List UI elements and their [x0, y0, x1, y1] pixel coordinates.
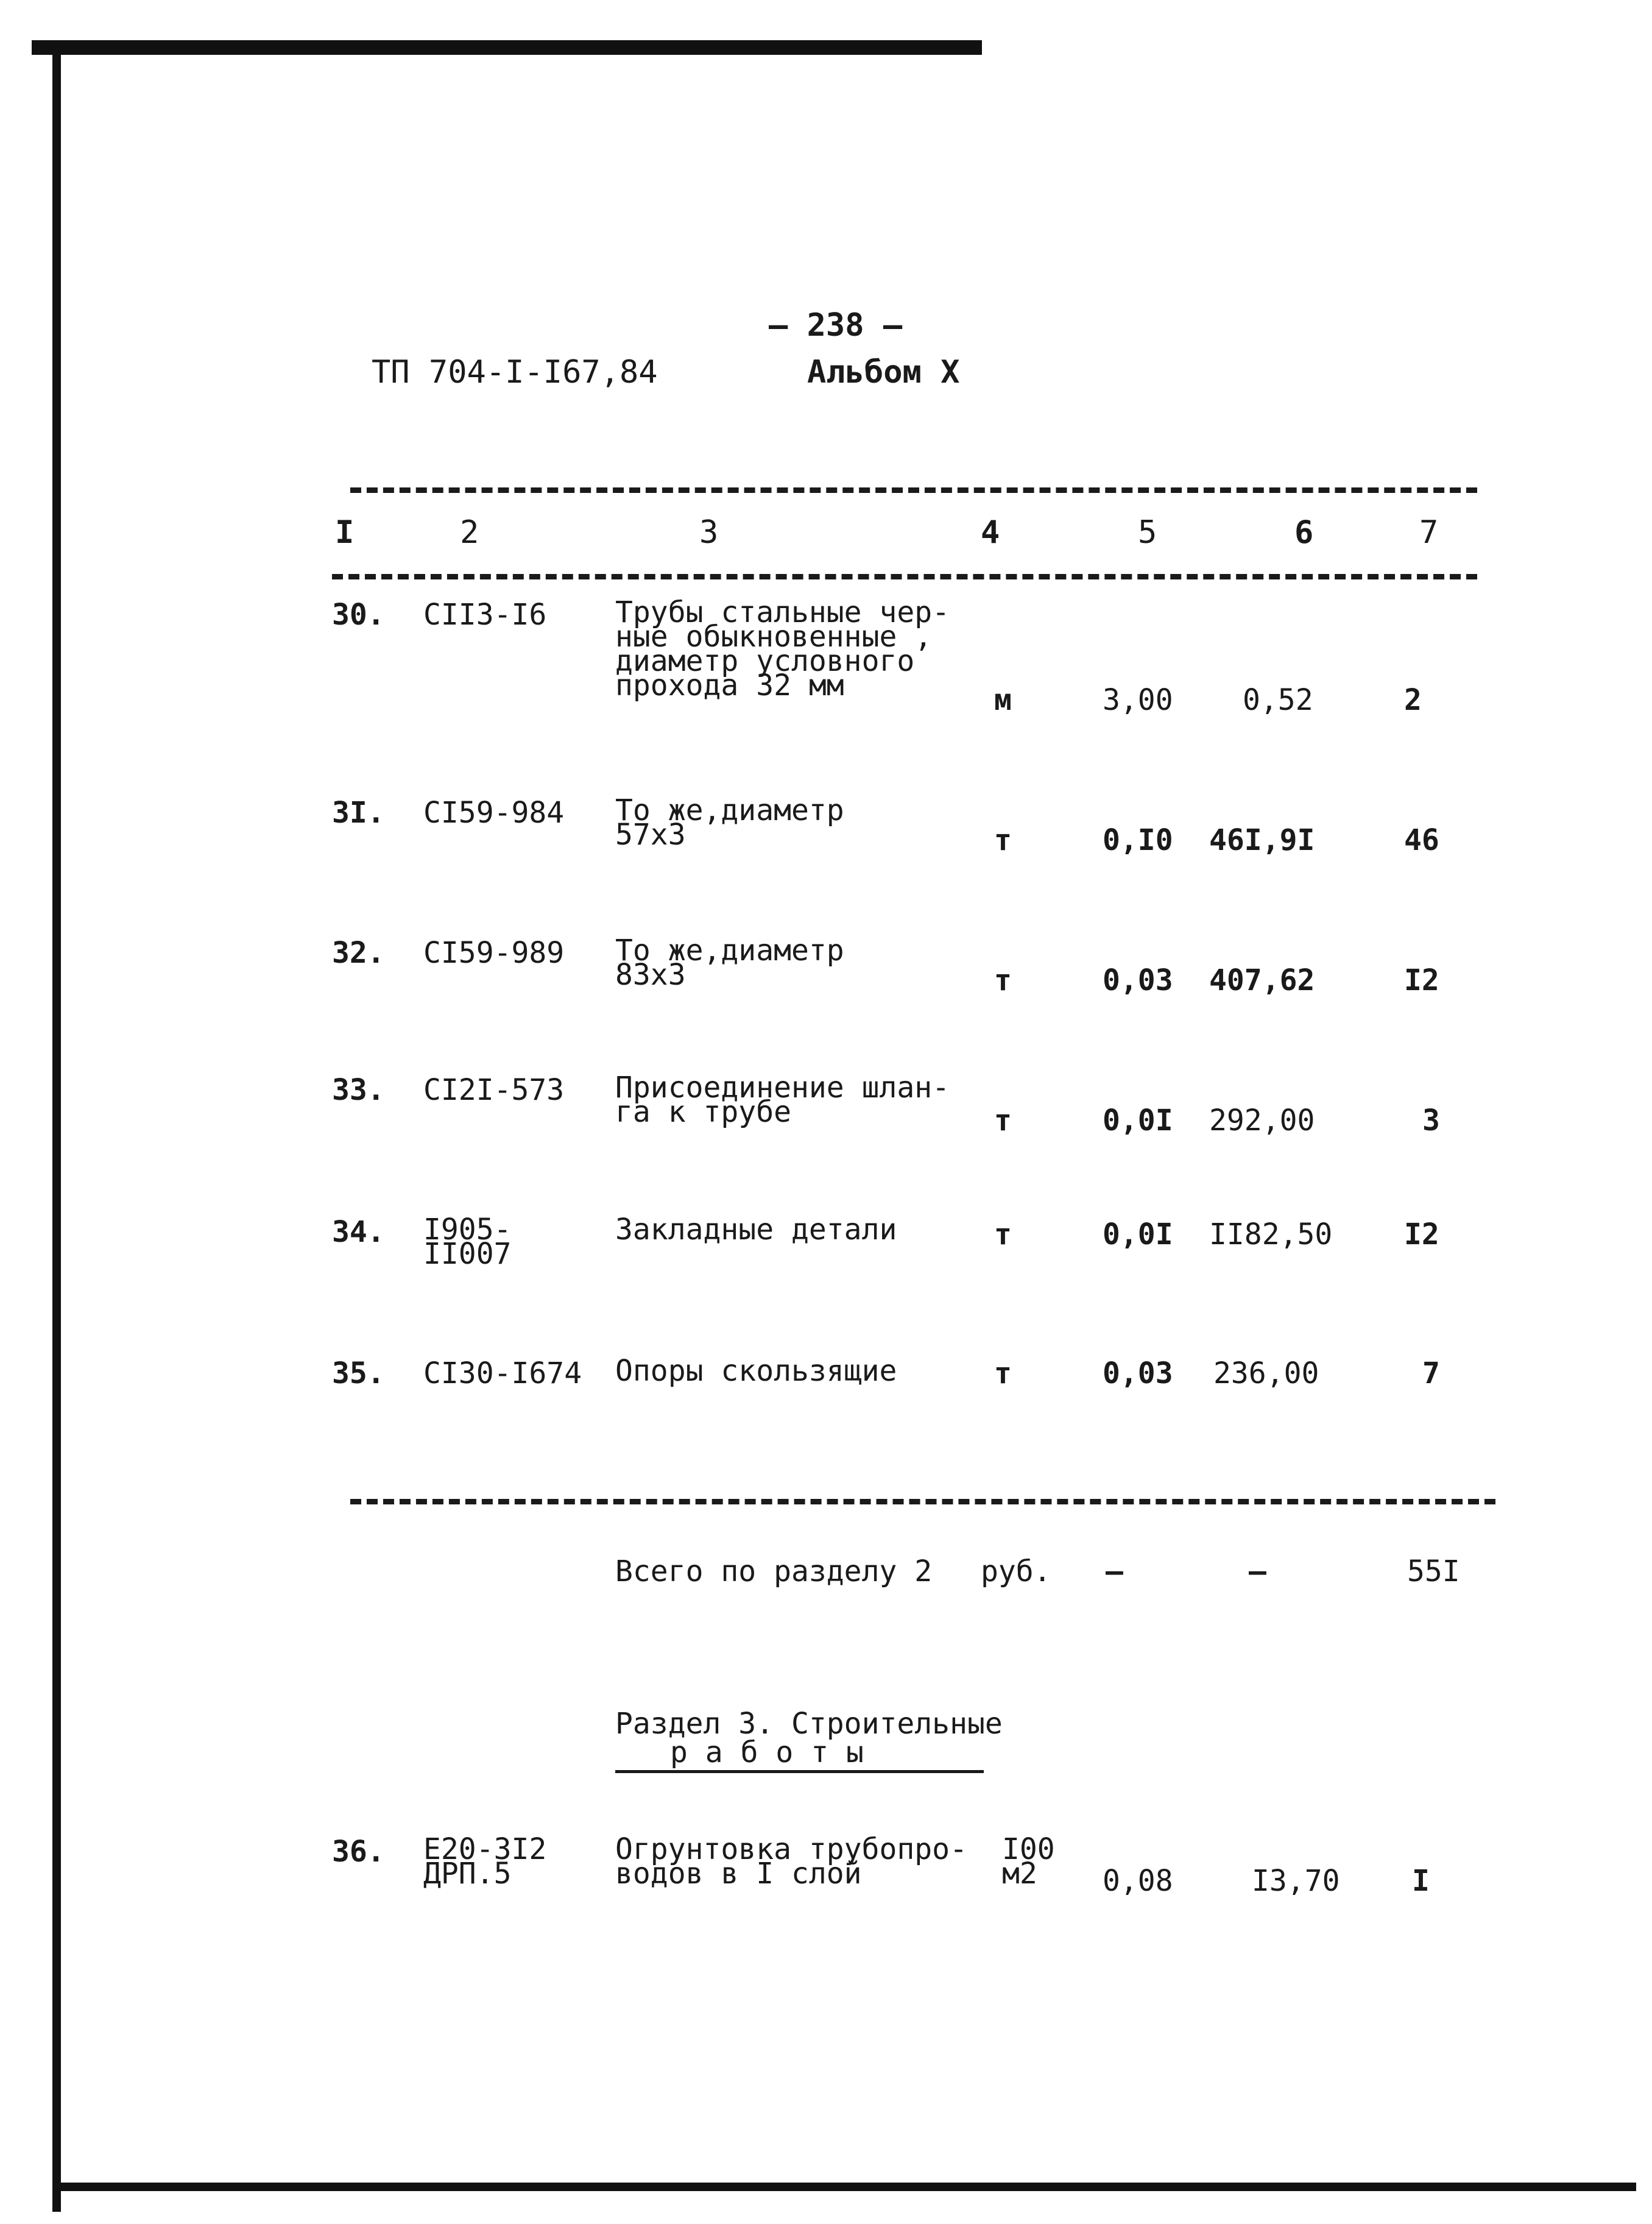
- row-number: 36.: [332, 1835, 385, 1869]
- row-unit: т: [994, 1356, 1012, 1390]
- row-code: CII3-I6: [423, 598, 547, 632]
- row-sum: 46: [1404, 823, 1439, 857]
- row-price: 407,62: [1209, 963, 1315, 997]
- row-unit: т: [994, 1103, 1012, 1138]
- col-header-4: 4: [981, 514, 1000, 551]
- row-sum: I: [1412, 1864, 1430, 1898]
- col-header-1: I: [335, 514, 355, 551]
- scan-edge-top: [32, 40, 982, 55]
- row-sum: 2: [1404, 683, 1422, 717]
- total-label: Всего по разделу 2: [615, 1554, 933, 1588]
- total-unit: руб.: [981, 1554, 1051, 1588]
- row-code: I905- II007: [423, 1213, 512, 1271]
- row-number: 3I.: [332, 796, 385, 830]
- scan-edge-left: [52, 55, 61, 2212]
- row-qty: 0,08: [1103, 1864, 1173, 1898]
- row-name: Огрунтовка трубопро- водов в I слой: [615, 1832, 967, 1891]
- row-number: 35.: [332, 1356, 385, 1390]
- row-qty: 3,00: [1103, 683, 1173, 717]
- row-price: 0,52: [1243, 683, 1313, 717]
- row-price: 236,00: [1213, 1356, 1319, 1390]
- row-qty: 0,03: [1103, 1356, 1173, 1390]
- row-number: 30.: [332, 598, 385, 632]
- row-name: То же,диаметр 83x3: [615, 933, 844, 992]
- row-sum: I2: [1404, 1217, 1439, 1252]
- row-unit: I00 м2: [1002, 1832, 1055, 1891]
- row-price: 46I,9I: [1209, 823, 1315, 857]
- row-sum: 7: [1422, 1356, 1440, 1390]
- section-title: Раздел 3. Строительные: [615, 1707, 1003, 1741]
- col-header-2: 2: [460, 514, 479, 551]
- row-qty: 0,0I: [1103, 1103, 1173, 1138]
- section-title-cont: р а б о т ы: [670, 1735, 864, 1769]
- col-header-5: 5: [1138, 514, 1157, 551]
- row-unit: т: [994, 963, 1012, 997]
- album-label: Альбом X: [807, 354, 960, 391]
- row-number: 34.: [332, 1215, 385, 1249]
- col-header-7: 7: [1419, 514, 1439, 551]
- row-unit: т: [994, 1217, 1012, 1252]
- row-name: Присоединение шлан- га к трубе: [615, 1071, 950, 1129]
- col-header-3: 3: [699, 514, 719, 551]
- row-name: Закладные детали: [615, 1213, 897, 1247]
- row-number: 32.: [332, 936, 385, 970]
- row-code: CI2I-573: [423, 1073, 565, 1107]
- row-qty: 0,03: [1103, 963, 1173, 997]
- row-unit: м: [994, 683, 1012, 717]
- total-sum: 55I: [1407, 1554, 1460, 1588]
- scan-edge-bottom: [52, 2183, 1636, 2191]
- table-header-rule: [332, 574, 1477, 579]
- row-qty: 0,I0: [1103, 823, 1173, 857]
- row-price: II82,50: [1209, 1217, 1333, 1252]
- row-sum: 3: [1422, 1103, 1440, 1138]
- total-price: –: [1249, 1554, 1266, 1588]
- row-code: E20-3I2 ДРП.5: [423, 1832, 547, 1891]
- col-header-6: 6: [1294, 514, 1314, 551]
- row-name: Трубы стальные чер- ные обыкновенные , диаметр условного прохода 32 мм: [615, 595, 950, 703]
- row-code: CI59-984: [423, 796, 565, 830]
- row-code: CI59-989: [423, 936, 565, 970]
- page-number: – 238 –: [769, 307, 903, 344]
- row-sum: I2: [1404, 963, 1439, 997]
- table-top-rule: [350, 487, 1477, 493]
- table-bottom-rule: [350, 1499, 1495, 1504]
- row-qty: 0,0I: [1103, 1217, 1173, 1252]
- total-qty: –: [1106, 1554, 1123, 1588]
- row-code: CI30-I674: [423, 1356, 582, 1390]
- doc-code: ТП 704-I-I67,84: [372, 354, 658, 391]
- section-underline: [615, 1770, 984, 1773]
- row-name: Опоры скользящие: [615, 1354, 897, 1388]
- row-price: 292,00: [1209, 1103, 1315, 1138]
- row-name: То же,диаметр 57x3: [615, 793, 844, 852]
- row-unit: т: [994, 823, 1012, 857]
- row-price: I3,70: [1252, 1864, 1340, 1898]
- row-number: 33.: [332, 1073, 385, 1107]
